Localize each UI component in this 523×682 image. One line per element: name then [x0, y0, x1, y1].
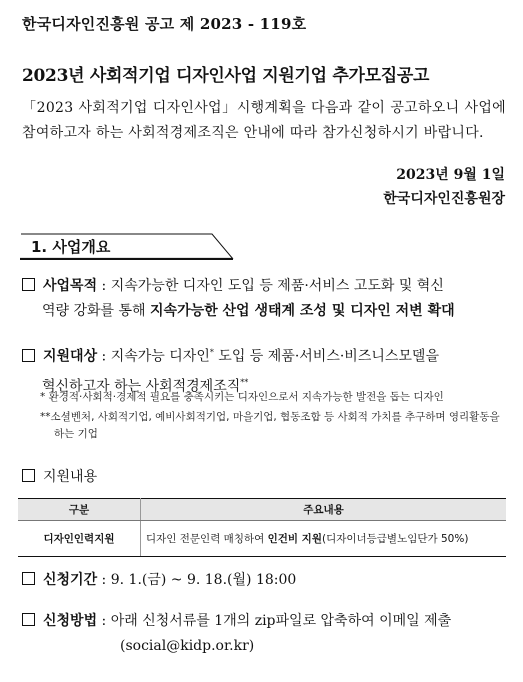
- purpose-label: 사업목적: [43, 278, 98, 294]
- support-item: [22, 465, 504, 490]
- footnote-marker: *: [209, 348, 214, 357]
- content-bold: 인건비 지원: [267, 533, 322, 545]
- period-item: [22, 568, 504, 593]
- section-heading-box: [20, 233, 234, 259]
- intro-paragraph: 「2023 사회적기업 디자인사업」시행계획을 다음과 같이 공고하오니 사업에 참여하고자 하는 사회적경제조직은 안내에 따라 참가신청하시기 바랍니다.: [22, 100, 506, 141]
- section-heading: 1. 사업개요: [31, 238, 111, 256]
- notice-date: 2023년 9월 1일: [396, 167, 505, 183]
- purpose-text-line2: 역량 강화를 통해: [42, 303, 151, 319]
- checkbox-square-icon: [22, 469, 35, 482]
- issuer-name: 한국디자인진흥원장: [383, 191, 505, 207]
- support-table: [18, 498, 506, 557]
- table-header-category: 구분: [18, 499, 141, 521]
- purpose-highlight: 지속가능한 산업 생태계 조성 및 디자인 저변 확대: [150, 303, 455, 319]
- page-title: 2023년 사회적기업 디자인사업 지원기업 추가모집공고: [22, 66, 430, 86]
- target-text-cont: 도입 등 제품·서비스·비즈니스모델을: [213, 348, 439, 365]
- period-text: : 9. 1.(금) ~ 9. 18.(월) 18:00: [97, 572, 297, 588]
- target-label: 지원대상: [43, 348, 98, 365]
- support-label: 지원내용: [43, 469, 98, 485]
- purpose-item: [22, 274, 504, 324]
- target-text: : 지속가능 디자인: [97, 348, 210, 365]
- footnote-marker: **: [240, 377, 249, 387]
- content-plain: 디자인 전문인력 매칭하여: [146, 533, 268, 545]
- method-email[interactable]: (social@kidp.or.kr): [120, 638, 255, 654]
- table-cell-content: [141, 521, 507, 557]
- method-item: [22, 609, 504, 659]
- table-cell-category: 디자인인력지원: [18, 521, 141, 557]
- purpose-text: : 지속가능한 디자인 도입 등 제품·서비스 고도화 및 혁신: [97, 278, 444, 294]
- content-tail: (디자이너등급별노임단가 50%): [321, 533, 469, 545]
- checkbox-square-icon: [22, 572, 35, 585]
- table-header-row: [18, 499, 506, 521]
- table-header-content: 주요내용: [141, 499, 507, 521]
- period-label: 신청기간: [43, 572, 98, 588]
- checkbox-square-icon: [22, 278, 35, 291]
- target-text-line2: 혁신하고자 하는 사회적경제조직: [42, 378, 241, 395]
- method-text: : 아래 신청서류를 1개의 zip파일로 압축하여 이메일 제출: [97, 613, 452, 629]
- footnote-1: * 환경적·사회적·경제적 필요를 충족시키는 디자인으로서 지속가능한 발전을 돕는 디자인: [40, 391, 444, 403]
- checkbox-square-icon: [22, 349, 35, 362]
- method-label: 신청방법: [43, 613, 98, 629]
- table-row: [18, 521, 506, 557]
- footnote-2: **소셜벤처, 사회적기업, 예비사회적기업, 마을기업, 협동조합 등 사회적 가치를 추구하며 영리활동을 하는 기업: [40, 411, 500, 440]
- notice-number: 한국디자인진흥원 공고 제 2023 - 119호: [22, 15, 307, 33]
- checkbox-square-icon: [22, 613, 35, 626]
